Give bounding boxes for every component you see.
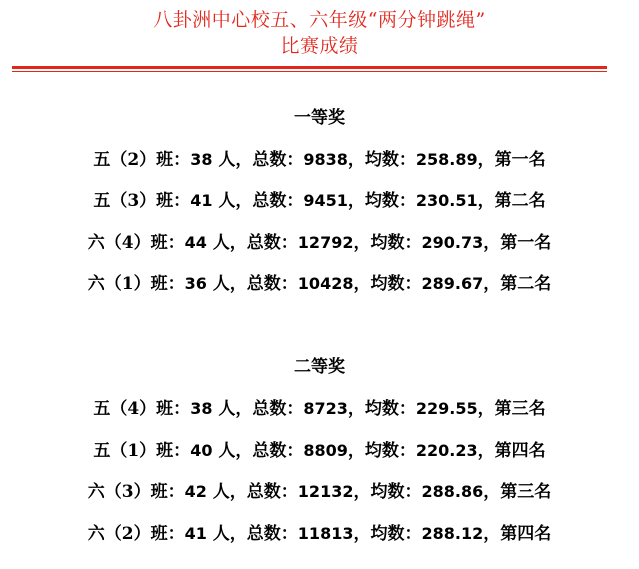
- people-count: 38: [190, 399, 213, 418]
- people-unit: 人，: [218, 399, 253, 419]
- rank-label: ，第四名: [483, 524, 552, 544]
- total-label: 总数：: [246, 524, 298, 544]
- rank-label: ，第二名: [483, 274, 552, 294]
- result-entry: [0, 149, 639, 171]
- average-label: ，均数：: [347, 441, 416, 461]
- total-value: 11813: [297, 524, 354, 543]
- average-value: 288.86: [421, 482, 484, 501]
- people-count: 36: [184, 274, 207, 293]
- total-value: 12132: [297, 482, 354, 501]
- total-value: 9838: [303, 150, 348, 169]
- people-unit: 人，: [218, 191, 253, 211]
- average-value: 230.51: [415, 191, 478, 210]
- class-name: 五（4）班：: [93, 399, 191, 419]
- people-count: 42: [184, 482, 207, 501]
- rank-label: ，第一名: [483, 233, 552, 253]
- document-subtitle: 比赛成绩: [280, 35, 359, 57]
- people-unit: 人，: [218, 150, 253, 170]
- result-entry: [0, 232, 639, 254]
- class-name: 六（4）班：: [87, 233, 185, 253]
- average-label: ，均数：: [347, 191, 416, 211]
- people-unit: 人，: [212, 524, 247, 544]
- people-count: 44: [184, 233, 207, 252]
- class-name: 五（3）班：: [93, 191, 191, 211]
- class-name: 六（1）班：: [87, 274, 185, 294]
- result-entry: [0, 481, 639, 503]
- average-label: ，均数：: [353, 524, 422, 544]
- average-label: ，均数：: [353, 482, 422, 502]
- total-value: 9451: [303, 191, 348, 210]
- rank-label: ，第四名: [477, 441, 546, 461]
- average-label: ，均数：: [353, 233, 422, 253]
- document-title: 八卦洲中心校五、六年级“两分钟跳绳”: [153, 9, 486, 31]
- total-value: 8809: [303, 441, 348, 460]
- total-label: 总数：: [252, 150, 304, 170]
- rank-label: ，第三名: [477, 399, 546, 419]
- total-label: 总数：: [246, 482, 298, 502]
- average-value: 258.89: [415, 150, 478, 169]
- class-name: 五（2）班：: [93, 150, 191, 170]
- total-label: 总数：: [252, 191, 304, 211]
- rank-label: ，第二名: [477, 191, 546, 211]
- title-divider-thin: [12, 71, 607, 72]
- people-count: 38: [190, 150, 213, 169]
- average-value: 288.12: [421, 524, 484, 543]
- people-unit: 人，: [212, 482, 247, 502]
- result-entry: [0, 190, 639, 212]
- result-entry: [0, 273, 639, 295]
- rank-label: ，第三名: [483, 482, 552, 502]
- total-label: 总数：: [252, 441, 304, 461]
- class-name: 五（1）班：: [93, 441, 191, 461]
- people-unit: 人，: [218, 441, 253, 461]
- total-label: 总数：: [246, 274, 298, 294]
- people-unit: 人，: [212, 274, 247, 294]
- average-value: 229.55: [415, 399, 478, 418]
- people-count: 41: [184, 524, 207, 543]
- people-unit: 人，: [212, 233, 247, 253]
- class-name: 六（3）班：: [87, 482, 185, 502]
- result-entry: [0, 523, 639, 545]
- people-count: 40: [190, 441, 213, 460]
- average-label: ，均数：: [353, 274, 422, 294]
- people-count: 41: [190, 191, 213, 210]
- total-label: 总数：: [252, 399, 304, 419]
- average-value: 220.23: [415, 441, 478, 460]
- result-entry: [0, 440, 639, 462]
- average-label: ，均数：: [347, 150, 416, 170]
- average-value: 290.73: [421, 233, 484, 252]
- rank-label: ，第一名: [477, 150, 546, 170]
- total-value: 8723: [303, 399, 348, 418]
- average-label: ，均数：: [347, 399, 416, 419]
- total-value: 10428: [297, 274, 354, 293]
- result-entry: [0, 398, 639, 420]
- title-divider-thick: [12, 66, 607, 69]
- section-heading-second-prize: 二等奖: [294, 357, 345, 377]
- section-heading-first-prize: 一等奖: [294, 108, 345, 128]
- class-name: 六（2）班：: [87, 524, 185, 544]
- average-value: 289.67: [421, 274, 484, 293]
- total-label: 总数：: [246, 233, 298, 253]
- total-value: 12792: [297, 233, 354, 252]
